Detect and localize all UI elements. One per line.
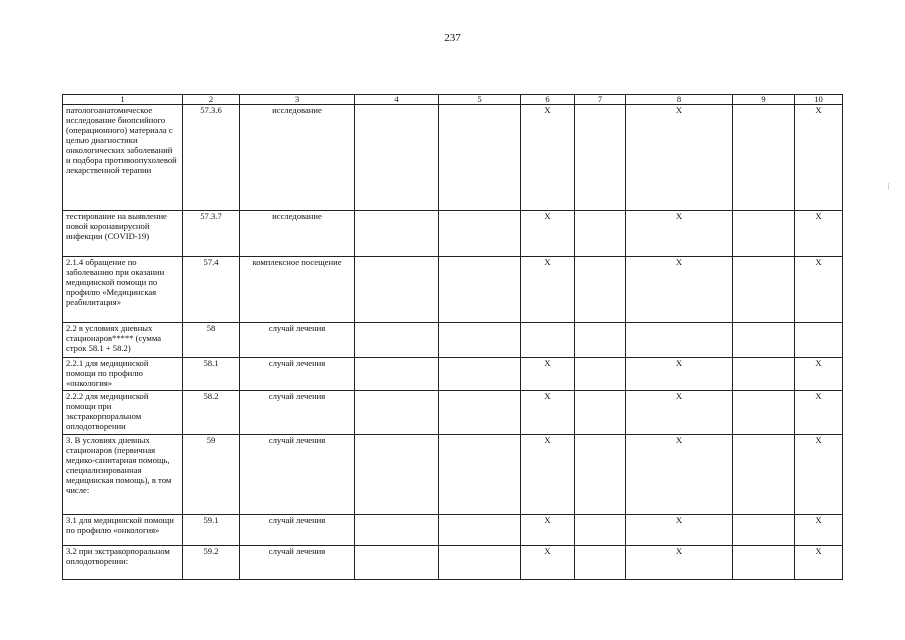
empty-cell <box>733 211 795 257</box>
column-6-cell: Х <box>521 211 575 257</box>
empty-cell <box>355 358 439 391</box>
empty-cell <box>733 515 795 546</box>
empty-cell <box>439 358 521 391</box>
row-code-cell: 58.2 <box>183 391 240 435</box>
row-code-cell: 57.4 <box>183 257 240 323</box>
row-name-cell: 2.1.4 обращение по заболеванию при оказании медицинской помощи по профилю «Медицинская реабилитация» <box>63 257 183 323</box>
empty-cell <box>355 105 439 211</box>
table-row <box>63 358 843 391</box>
empty-cell <box>439 257 521 323</box>
empty-cell <box>439 391 521 435</box>
header-cell: 6 <box>521 95 575 105</box>
header-cell: 10 <box>795 95 843 105</box>
empty-cell <box>439 211 521 257</box>
empty-cell <box>355 435 439 515</box>
header-cell: 2 <box>183 95 240 105</box>
empty-cell <box>733 257 795 323</box>
column-10-cell: Х <box>795 358 843 391</box>
column-6-cell: Х <box>521 435 575 515</box>
row-code-cell: 57.3.7 <box>183 211 240 257</box>
column-10-cell: Х <box>795 515 843 546</box>
table-row <box>63 323 843 358</box>
header-cell: 9 <box>733 95 795 105</box>
empty-cell <box>575 515 626 546</box>
column-8-cell: Х <box>626 546 733 580</box>
page-number: 237 <box>444 32 461 44</box>
header-cell: 3 <box>240 95 355 105</box>
column-8-cell: Х <box>626 211 733 257</box>
empty-cell <box>575 358 626 391</box>
table-row <box>63 211 843 257</box>
empty-cell <box>355 257 439 323</box>
header-cell: 7 <box>575 95 626 105</box>
header-cell: 8 <box>626 95 733 105</box>
empty-cell <box>355 546 439 580</box>
column-6-cell <box>521 323 575 358</box>
column-6-cell: Х <box>521 391 575 435</box>
row-unit-cell: случай лечения <box>240 435 355 515</box>
row-unit-cell: случай лечения <box>240 515 355 546</box>
column-10-cell: Х <box>795 105 843 211</box>
row-unit-cell: исследование <box>240 105 355 211</box>
row-name-cell: 3. В условиях дневных стационаров (первичная медико-санитарная помощь, специализированная медицинская помощь), в том числе: <box>63 435 183 515</box>
empty-cell <box>733 323 795 358</box>
column-10-cell <box>795 323 843 358</box>
empty-cell <box>575 391 626 435</box>
column-8-cell: Х <box>626 105 733 211</box>
column-8-cell: Х <box>626 358 733 391</box>
empty-cell <box>575 257 626 323</box>
row-code-cell: 59 <box>183 435 240 515</box>
row-code-cell: 57.3.6 <box>183 105 240 211</box>
header-cell: 1 <box>63 95 183 105</box>
table-row <box>63 515 843 546</box>
empty-cell <box>355 515 439 546</box>
empty-cell <box>733 391 795 435</box>
row-unit-cell: случай лечения <box>240 358 355 391</box>
empty-cell <box>733 105 795 211</box>
table-row <box>63 435 843 515</box>
column-10-cell: Х <box>795 211 843 257</box>
empty-cell <box>575 546 626 580</box>
table-row <box>63 391 843 435</box>
row-name-cell: 2.2.2 для медицинской помощи при экстракорпоральном оплодотворении <box>63 391 183 435</box>
empty-cell <box>355 211 439 257</box>
empty-cell <box>355 391 439 435</box>
column-6-cell: Х <box>521 358 575 391</box>
column-6-cell: Х <box>521 257 575 323</box>
row-code-cell: 59.2 <box>183 546 240 580</box>
row-unit-cell: случай лечения <box>240 391 355 435</box>
column-8-cell: Х <box>626 515 733 546</box>
column-8-cell <box>626 323 733 358</box>
header-cell: 5 <box>439 95 521 105</box>
row-code-cell: 59.1 <box>183 515 240 546</box>
empty-cell <box>439 435 521 515</box>
row-unit-cell: исследование <box>240 211 355 257</box>
header-cell: 4 <box>355 95 439 105</box>
column-10-cell: Х <box>795 546 843 580</box>
row-unit-cell: комплексное посещение <box>240 257 355 323</box>
table-body <box>63 95 843 580</box>
row-unit-cell: случай лечения <box>240 323 355 358</box>
column-10-cell: Х <box>795 391 843 435</box>
empty-cell <box>575 323 626 358</box>
column-10-cell: Х <box>795 435 843 515</box>
table-row <box>63 546 843 580</box>
column-8-cell: Х <box>626 257 733 323</box>
row-name-cell: 3.2 при экстракорпоральном оплодотворении: <box>63 546 183 580</box>
margin-mark <box>888 183 889 190</box>
column-10-cell: Х <box>795 257 843 323</box>
empty-cell <box>575 435 626 515</box>
data-table <box>62 94 843 580</box>
column-8-cell: Х <box>626 435 733 515</box>
empty-cell <box>439 323 521 358</box>
empty-cell <box>355 323 439 358</box>
column-6-cell: Х <box>521 515 575 546</box>
row-name-cell: тестирование на выявление новой коронавирусной инфекции (COVID-19) <box>63 211 183 257</box>
row-name-cell: патологоанатомическое исследование биопсийного (операционного) материала с целью диагностики онкологических заболеваний и подбора противоопухолевой лекарственной терапии <box>63 105 183 211</box>
row-name-cell: 2.2 в условиях дневных стационаров***** (сумма строк 58.1 + 58.2) <box>63 323 183 358</box>
column-8-cell: Х <box>626 391 733 435</box>
column-6-cell: Х <box>521 546 575 580</box>
empty-cell <box>439 105 521 211</box>
empty-cell <box>575 105 626 211</box>
table-row <box>63 105 843 211</box>
empty-cell <box>439 546 521 580</box>
header-row <box>63 95 843 105</box>
row-unit-cell: случай лечения <box>240 546 355 580</box>
empty-cell <box>733 358 795 391</box>
table-row <box>63 257 843 323</box>
empty-cell <box>575 211 626 257</box>
empty-cell <box>733 546 795 580</box>
column-6-cell: Х <box>521 105 575 211</box>
row-code-cell: 58 <box>183 323 240 358</box>
row-code-cell: 58.1 <box>183 358 240 391</box>
empty-cell <box>733 435 795 515</box>
empty-cell <box>439 515 521 546</box>
row-name-cell: 3.1 для медицинской помощи по профилю «онкология» <box>63 515 183 546</box>
row-name-cell: 2.2.1 для медицинской помощи по профилю «онкология» <box>63 358 183 391</box>
